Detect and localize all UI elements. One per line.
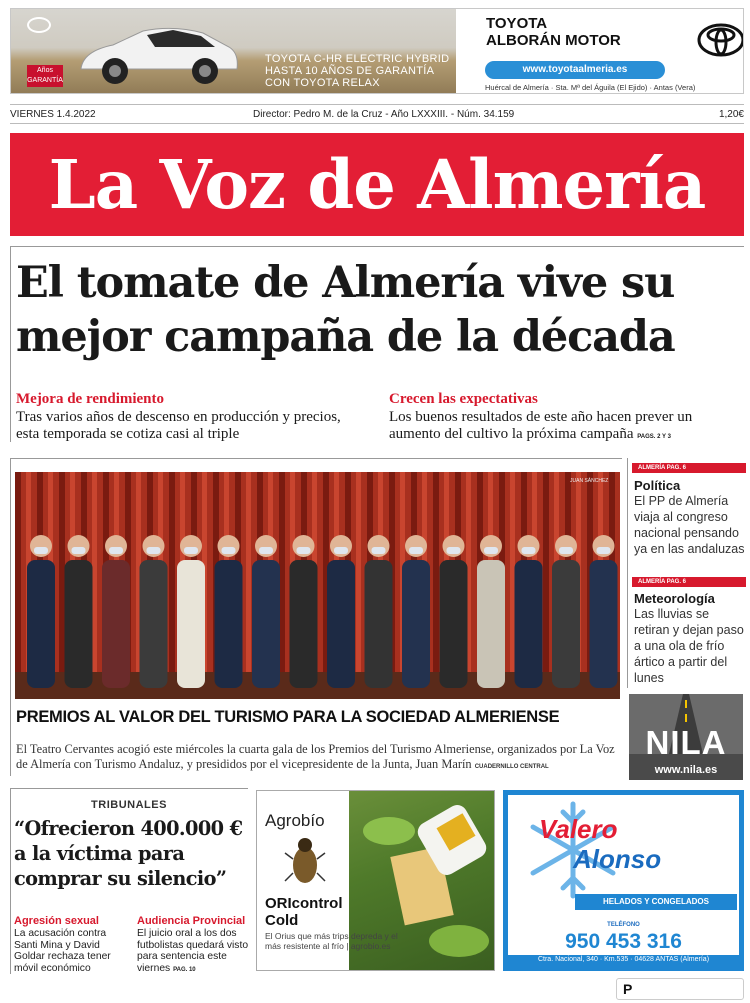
bug-icon bbox=[283, 835, 327, 887]
person-body bbox=[140, 560, 168, 688]
lead-headline-line: mejor campaña de la década bbox=[16, 312, 675, 362]
valero-brand-2: Alonso bbox=[573, 844, 662, 874]
newspaper-title: La Voz de Almería bbox=[48, 145, 706, 224]
brief-title-politica[interactable]: Política bbox=[634, 478, 681, 493]
ad-dealer-name bbox=[486, 15, 621, 49]
face-mask bbox=[297, 547, 311, 554]
brief-section-label: ALMERÍA PAG. 6 bbox=[632, 463, 746, 473]
valero-phone[interactable]: 950 453 316 bbox=[565, 930, 682, 953]
person-body bbox=[177, 560, 205, 688]
lead-sub2-kicker: Crecen las expectativas bbox=[389, 391, 538, 407]
publisher-logo-text: P bbox=[623, 981, 633, 997]
photo-story-caption bbox=[16, 742, 620, 775]
photo-credit: JUAN SÁNCHEZ bbox=[570, 478, 609, 484]
sidebar-divider bbox=[627, 458, 628, 688]
ad-promo-line: CON TOYOTA RELAX bbox=[265, 77, 380, 89]
person-body bbox=[590, 560, 618, 688]
toyota-ad-banner[interactable] bbox=[10, 8, 744, 94]
issue-price: 1,20€ bbox=[718, 109, 744, 120]
lead-divider bbox=[10, 246, 744, 247]
tribunales-text: La acusación contra Santi Mina y David Goldar rechaza tener móvil económico bbox=[14, 928, 111, 974]
agrobio-product-line: Cold bbox=[265, 912, 299, 929]
ad-promo-line: HASTA 10 AÑOS DE GARANTÍA bbox=[265, 65, 435, 77]
face-mask bbox=[72, 547, 86, 554]
photo-story-headline[interactable]: PREMIOS AL VALOR DEL TURISMO PARA LA SOCIEDAD ALMERIENSE bbox=[16, 708, 560, 726]
person-body bbox=[365, 560, 393, 688]
award-ceremony-photo[interactable] bbox=[15, 472, 620, 699]
lead-sub2-text bbox=[389, 409, 741, 446]
ad-promo-line: TOYOTA C-HR ELECTRIC HYBRID bbox=[265, 53, 450, 65]
face-mask bbox=[409, 547, 423, 554]
issue-credits: Director: Pedro M. de la Cruz - Año LXXXIII. - Núm. 34.159 bbox=[253, 109, 515, 120]
toyota-logo-small-icon bbox=[27, 17, 51, 33]
agrobio-brand: Agrobío bbox=[265, 811, 325, 830]
agrobio-product-line: ORIcontrol bbox=[265, 895, 343, 912]
face-mask bbox=[597, 547, 611, 554]
agrobio-description: El Orius que más trips depreda y el más resistente al frío | agrobio.es bbox=[265, 931, 398, 951]
agrobio-product bbox=[265, 895, 343, 929]
face-mask bbox=[447, 547, 461, 554]
person-body bbox=[552, 560, 580, 688]
person-body bbox=[252, 560, 280, 688]
face-mask bbox=[372, 547, 386, 554]
face-mask bbox=[522, 547, 536, 554]
person-body bbox=[290, 560, 318, 688]
agrobio-ad[interactable] bbox=[256, 790, 495, 971]
face-mask bbox=[109, 547, 123, 554]
publisher-logo[interactable] bbox=[616, 978, 744, 1000]
valero-brand-1: Valero bbox=[539, 814, 618, 844]
face-mask bbox=[259, 547, 273, 554]
face-mask bbox=[559, 547, 573, 554]
valero-phone-label: TELÉFONO bbox=[607, 922, 640, 928]
tribunales-section-label: TRIBUNALES bbox=[91, 799, 167, 811]
brief-title-meteorologia[interactable]: Meteorología bbox=[634, 591, 715, 606]
valero-tagline: HELADOS Y CONGELADOS bbox=[575, 894, 737, 910]
lead-headline-line: El tomate de Almería vive su bbox=[16, 258, 675, 308]
lead-divider bbox=[10, 246, 11, 442]
valero-address: Ctra. Nacional, 340 · Km.535 · 04628 ANTAS (Almería) bbox=[537, 956, 710, 963]
face-mask bbox=[147, 547, 161, 554]
person-body bbox=[102, 560, 130, 688]
face-mask bbox=[222, 547, 236, 554]
issue-date: VIERNES 1.4.2022 bbox=[10, 109, 96, 120]
ad-promo-text bbox=[265, 53, 449, 89]
lead-sub2-body: Los buenos resultados de este año hacen prever un aumento del cultivo la próxima campaña bbox=[389, 409, 693, 442]
tribunales-text bbox=[137, 928, 249, 976]
ad-url-link[interactable]: www.toyotaalmeria.es bbox=[485, 61, 665, 79]
lead-headline[interactable] bbox=[16, 256, 742, 364]
nila-ad[interactable] bbox=[629, 694, 743, 780]
page-reference: PAG. 10 bbox=[173, 966, 196, 973]
person-body bbox=[515, 560, 543, 688]
person-body bbox=[402, 560, 430, 688]
tribunales-text-body: El juicio oral a los dos futbolistas quedará visto para sentencia este viernes bbox=[137, 928, 249, 974]
person-body bbox=[440, 560, 468, 688]
face-mask bbox=[34, 547, 48, 554]
brief-text: El PP de Almería viaja al congreso nacional pensando ya en las andaluzas bbox=[634, 494, 745, 556]
person-body bbox=[27, 560, 55, 688]
page-reference: PAGS. 2 Y 3 bbox=[637, 434, 671, 440]
lead-sub1-kicker: Mejora de rendimiento bbox=[16, 391, 165, 407]
nila-url[interactable]: www.nila.es bbox=[654, 764, 718, 776]
tribunales-divider bbox=[10, 788, 11, 974]
face-mask bbox=[334, 547, 348, 554]
page-reference: CUADERNILLO CENTRAL bbox=[474, 764, 549, 770]
masthead bbox=[10, 133, 744, 236]
face-mask bbox=[484, 547, 498, 554]
toyota-logo-icon bbox=[697, 23, 744, 57]
car-image bbox=[73, 17, 243, 89]
tribunales-divider bbox=[10, 788, 248, 789]
ad-warranty-badge: Años GARANTÍA bbox=[27, 65, 63, 87]
nila-brand: NILA bbox=[645, 724, 727, 761]
ad-dealer-line: ALBORÁN MOTOR bbox=[486, 32, 621, 49]
person-body bbox=[327, 560, 355, 688]
ad-dealer-line: TOYOTA bbox=[486, 15, 548, 32]
face-mask bbox=[184, 547, 198, 554]
person-body bbox=[215, 560, 243, 688]
lead-sub1-text: Tras varios años de descenso en producción y precios, esta temporada se cotiza casi al triple bbox=[16, 409, 341, 442]
brief-section-label: ALMERÍA PAG. 6 bbox=[632, 577, 746, 587]
tribunales-headline[interactable]: “Ofrecieron 400.000 € a la víctima para comprar su silencio” bbox=[14, 817, 243, 890]
brief-text: Las lluvias se retiran y dejan paso a una ola de frío ártico a partir del lunes bbox=[634, 607, 744, 685]
person-body bbox=[65, 560, 93, 688]
ad-locations: Huércal de Almería · Sta. Mª del Águila (El Ejido) · Antas (Vera) bbox=[485, 83, 696, 92]
caption-body: El Teatro Cervantes acogió este miércoles la cuarta gala de los Premios del Turismo Almeriense, organizados por La Voz de Almería con Turismo Andaluz, y presididos por el vicepresidente de la Junta, Juan Marín bbox=[16, 742, 615, 771]
person-body bbox=[477, 560, 505, 688]
valero-alonso-ad[interactable] bbox=[503, 790, 744, 971]
issue-meta-bar bbox=[10, 104, 744, 124]
tribunales-kicker: Agresión sexual bbox=[14, 915, 99, 927]
tribunales-kicker: Audiencia Provincial bbox=[137, 915, 246, 927]
